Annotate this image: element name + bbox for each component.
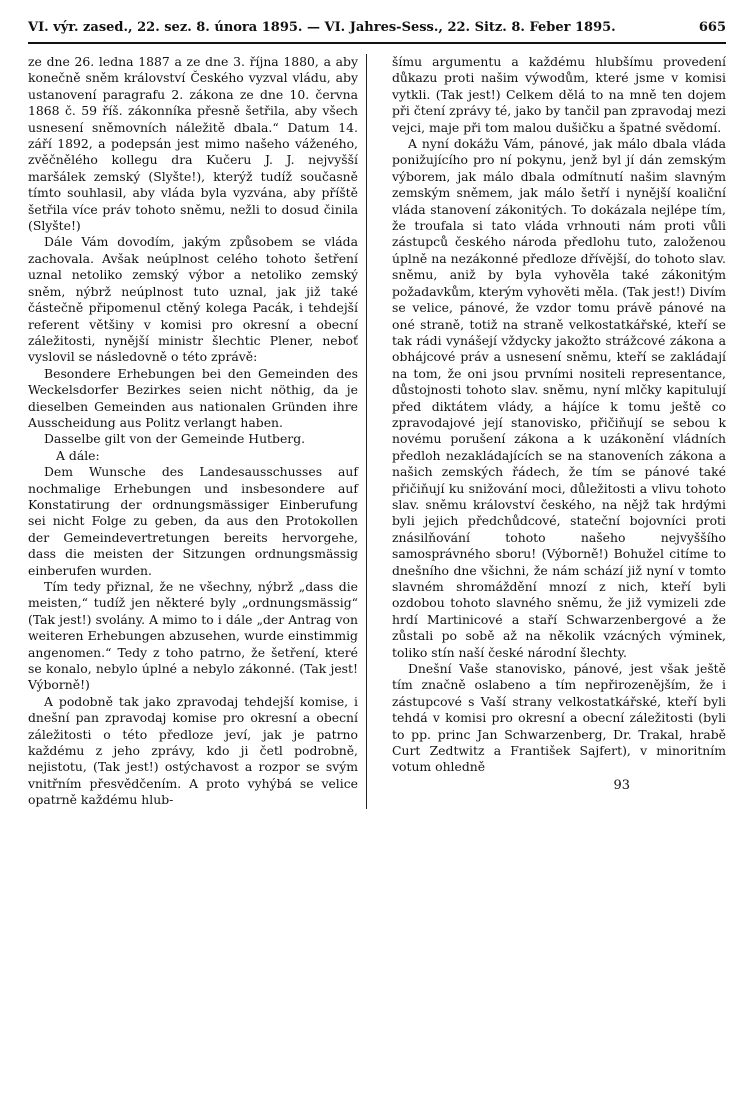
running-header xyxy=(28,20,726,42)
header-rule xyxy=(28,42,726,44)
paragraph: A dále: xyxy=(56,447,100,463)
paragraph: A nyní dokážu Vám, pánové, jak málo dbala vláda ponižujícího pro ní pokynu, jenž byl jí dán zemským výborem, jak málo dbala odmítnutí našim slavným zemským sněmem, jak málo šetří i nynější koaliční vláda stanovení zákonitých. To dokázala nejlépe tím, že troufala si tato vláda vrhnouti nám proti vůli zástupců českého národa předlohu tuto, založenou úplně na nezákonné předloze dřívější, do tohoto slav. sněmu, aniž by byla vyhověla také zákonitým požadavkům, kterým vyhověti měla. (Tak jest!) Divím se velice, pánové, že vzdor tomu právě pánové na oné straně, totiž na straně velkostatkářské, kteří se tak rádi vynášejí vždycky jakožto strážcové zákona a obhájcové práv a usnesení sněmu, kteří se zakládají na tom, že oni jsou prvními nositeli representance, důstojnosti tohoto slav. sněmu, nyní mlčky kapitulují před diktátem vlády, a hájíce k tomu ještě co zpravodajové její stanovisko, přičiňují se sebou k novému porušení zákona a k uzákonění vládních předloh nezakládajících se na stanoveních zákona a našich zemských řádech, že tím se pánové také přičiňují ku snižování moci, důležitosti a vlivu tohoto slav. sněmu království českého, na nějž tak hrdými byli jejich předchůdcové, stateční bojovníci proti znásilňování tohoto našeho nejvyššího samosprávného sboru! (Výborně!) Bohužel citíme to dnešního dne všichni, že nám schází již nyní v tomto slavném shromáždění mnozí z nich, kteří byli ozdobou tohoto slavného sněmu, že již vymizeli zde hrdí Martinicové a staří Schwarzenbergové a že zůstali po sobě až na několik vzácných výminek, toliko stín naší české národní šlechty. xyxy=(392,136,726,660)
paragraph: Dnešní Vaše stanovisko, pánové, jest však ještě tím značně oslabeno a tím nepřirozenějším, že i zástupcové s Vaší strany velkostatkářské, kteří byli tehdá v komisi pro okresní a obecní záležitosti (byli to pp. princ Jan Schwarzenberg, Dr. Trakal, hrabě Curt Zedtwitz a František Sajfert), v minoritním votum ohledně xyxy=(392,661,726,775)
paragraph: Dále Vám dovodím, jakým způsobem se vláda zachovala. Avšak neúplnost celého tohoto šetření uznal netoliko zemský výbor a netoliko zemský sněm, nýbrž neúplnost tuto uznal, jak již také částečně připomenul ctěný kolega Pacák, i tehdejší referent většiny v komisi pro okresní a obecní záležitosti, nynější ministr šlechtic Plener, neboť vyslovil se následovně o této zprávě: xyxy=(28,234,358,365)
paragraph: ze dne 26. ledna 1887 a ze dne 3. října 1880, a aby konečně sněm království Českého vyzval vládu, aby ustanovení paragrafu 2. zákona ze dne 10. června 1868 č. 59 říš. zákonníka přesně šetřila, aby všech usnesení sněmovních náležitě dbala.“ Datum 14. září 1892, a podepsán jest mimo našeho váženého, zvěčnělého kollegu dra Kučeru J. J. nejvyšší maršálek zemský (Slyšte!), kterýž tudíž současně tímto souhlasil, aby vláda byla vyzvána, aby příště šetřila více práv tohoto sněmu, nežli to dosud činila (Slyšte!) xyxy=(28,54,358,234)
left-column xyxy=(28,54,367,809)
german-quote: Besondere Erhebungen bei den Gemeinden des Weckelsdorfer Bezirkes seien nicht nöthig, da je dieselben Gemeinden aus nationalen Gründen ihre Ausscheidung aus Politz verlangt haben. xyxy=(28,365,358,430)
header-right: 665 xyxy=(698,20,726,35)
two-column-body xyxy=(28,54,726,809)
paragraph: A podobně tak jako zpravodaj tehdejší komise, i dnešní pan zpravodaj komise pro okresní a obecní záležitosti o této předloze jeví, jak je patrno každému z jeho zprávy, kdo ji četl podrobně, nejistotu, (Tak jest!) ostýchavost a rozpor se svým vnitřním přesvědčením. A proto vyhýbá se velice opatrně každému hlub- xyxy=(28,693,358,808)
paragraph: šímu argumentu a každému hlubšímu provedení důkazu proti našim výwodům, které jsme v komisi vytkli. (Tak jest!) Celkem dělá to na mně ten dojem při čtení zprávy té, jako by tančil pan zpravodaj mezi vejci, maje při tom malou dušičku a špatné svědomí. xyxy=(392,54,726,135)
german-quote: Dasselbe gilt von der Gemeinde Hutberg. xyxy=(44,431,306,447)
page-number: 93 xyxy=(613,777,630,793)
german-quote: Dem Wunsche des Landesausschusses auf nochmalige Erhebungen und insbesondere auf Konstatirung der ordnungsmässiger Einberufung sei nicht Folge zu geben, da aus den Protokollen der Gemeindevertretungen bereits hervorgehe, dass die meisten der Sitzungen ordnungsmässig einberufen wurden. xyxy=(28,464,358,578)
header-left: VI. výr. zased., 22. sez. 8. února 1895. — VI. Jahres-Sess., 22. Sitz. 8. Feber 1895. xyxy=(28,20,616,35)
paragraph: Tím tedy přiznal, že ne všechny, nýbrž „dass die meisten,“ tudíž jen některé byly „ordnungsmässig“ (Tak jest!) svolány. A mimo to i dále „der Antrag von weiteren Erhebungen abzusehen, wurde einstimmig angenomen.“ Tedy z toho patrno, že šetření, které se konalo, nebylo úplné a nebylo zákonné. (Tak jest! Výborně!) xyxy=(28,579,358,693)
right-column xyxy=(392,54,726,809)
